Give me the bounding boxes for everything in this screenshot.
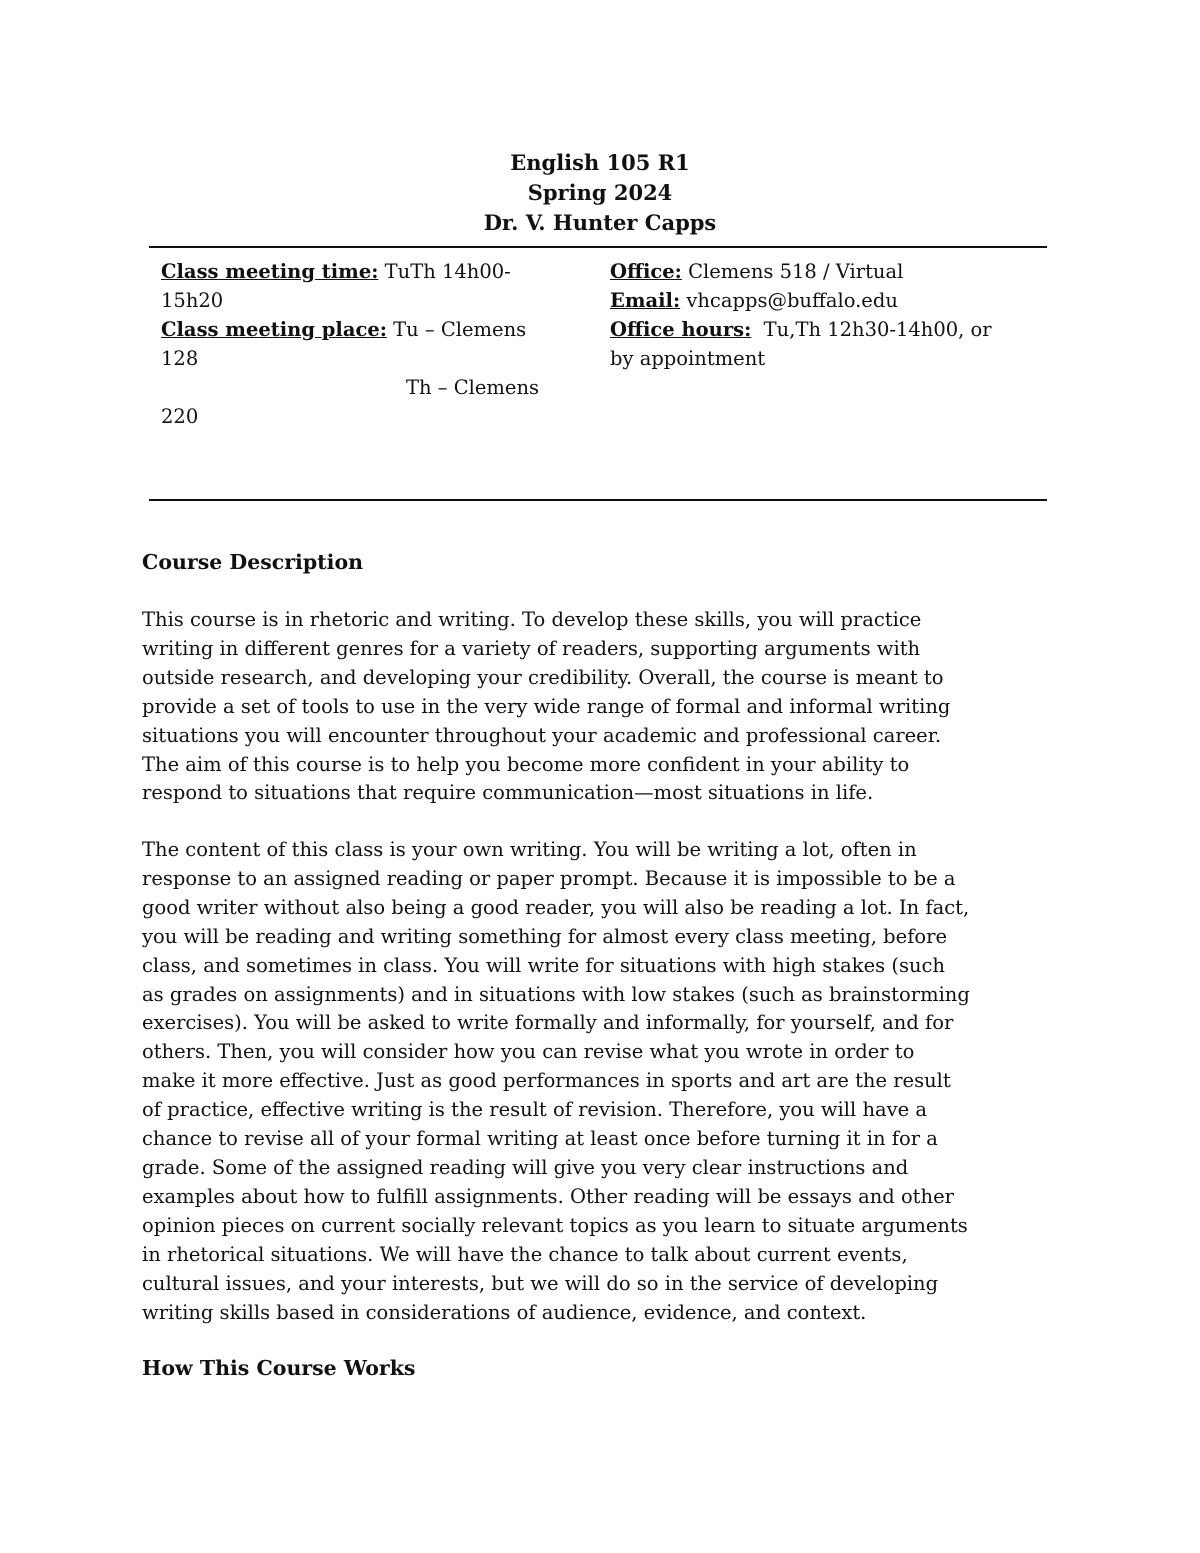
paragraph-line: opinion pieces on current socially relevant topics as you learn to situate arguments [142,1213,968,1237]
top-divider [149,246,1047,248]
email-label: Email: [610,289,681,312]
paragraph-line: make it more effective. Just as good performances in sports and art are the result [142,1069,951,1093]
paragraph-line: exercises). You will be asked to write formally and informally, for yourself, and for [142,1011,954,1035]
paragraph-line: writing in different genres for a variety of readers, supporting arguments with [142,636,921,660]
paragraph-line: The content of this class is your own writing. You will be writing a lot, often in [142,838,917,861]
paragraph-line: class, and sometimes in class. You will write for situations with high stakes (such [142,953,945,977]
meeting-time-value: TuTh 14h00- [378,260,511,283]
paragraph-line: writing skills based in considerations of audience, evidence, and context. [142,1300,867,1324]
office-row [610,257,1050,286]
paragraph-line: as grades on assignments) and in situations with low stakes (such as brainstorming [142,982,970,1006]
office-hours-value: Tu,Th 12h30-14h00, or [751,318,992,341]
document-header [0,148,1200,238]
office-value: Clemens 518 / Virtual [681,260,904,283]
office-label: Office: [610,260,682,283]
paragraph-line: others. Then, you will consider how you can revise what you wrote in order to [142,1040,915,1064]
office-hours-value-cont: by appointment [610,347,766,370]
meeting-place-value: Tu – Clemens [386,318,527,341]
class-info-column [161,257,581,431]
paragraph-line: respond to situations that require communication—most situations in life. [142,781,874,805]
course-term: Spring 2024 [527,180,673,205]
course-title: English 105 R1 [510,150,690,175]
paragraph-line: The aim of this course is to help you become more confident in your ability to [142,752,910,776]
paragraph-line: in rhetorical situations. We will have the chance to talk about current events, [142,1242,908,1266]
paragraph-line: of practice, effective writing is the result of revision. Therefore, you will have a [142,1098,928,1122]
meeting-place-thursday-cont: 220 [161,405,199,428]
meeting-place-thursday: Th – Clemens [406,376,540,399]
email-row [610,286,1050,315]
paragraph-line: response to an assigned reading or paper prompt. Because it is impossible to be a [142,866,956,890]
paragraph-line: situations you will encounter throughout your academic and professional career. [142,723,942,747]
paragraph-line: you will be reading and writing something for almost every class meeting, before [142,924,948,948]
paragraph-line: good writer without also being a good reader, you will also be reading a lot. In fact, [142,895,970,919]
meeting-place-row [161,315,581,344]
meeting-time-label: Class meeting time: [161,260,379,283]
paragraph-line: cultural issues, and your interests, but we will do so in the service of developing [142,1271,939,1295]
office-hours-row [610,315,1050,344]
course-description-heading: Course Description [142,550,364,574]
meeting-time-row [161,257,581,286]
instructor-name: Dr. V. Hunter Capps [483,210,717,235]
paragraph-line: grade. Some of the assigned reading will give you very clear instructions and [142,1155,909,1179]
office-hours-label: Office hours: [610,318,752,341]
meeting-place-label: Class meeting place: [161,318,387,341]
how-this-course-works-heading: How This Course Works [142,1356,416,1380]
contact-info-column [610,257,1050,373]
paragraph-line: chance to revise all of your formal writing at least once before turning it in for a [142,1127,938,1151]
meeting-place-value-cont: 128 [161,347,199,370]
bottom-divider [149,499,1047,501]
paragraph-line: This course is in rhetoric and writing. To develop these skills, you will practice [142,608,922,631]
paragraph-line: outside research, and developing your credibility. Overall, the course is meant to [142,665,944,689]
paragraph-line: provide a set of tools to use in the very wide range of formal and informal writing [142,694,951,718]
email-value[interactable]: vhcapps@buffalo.edu [680,289,898,312]
course-description-paragraph-1 [142,606,1062,808]
meeting-time-value-cont: 15h20 [161,289,224,312]
course-description-paragraph-2 [142,836,1062,1327]
paragraph-line: examples about how to fulfill assignments. Other reading will be essays and other [142,1184,954,1208]
